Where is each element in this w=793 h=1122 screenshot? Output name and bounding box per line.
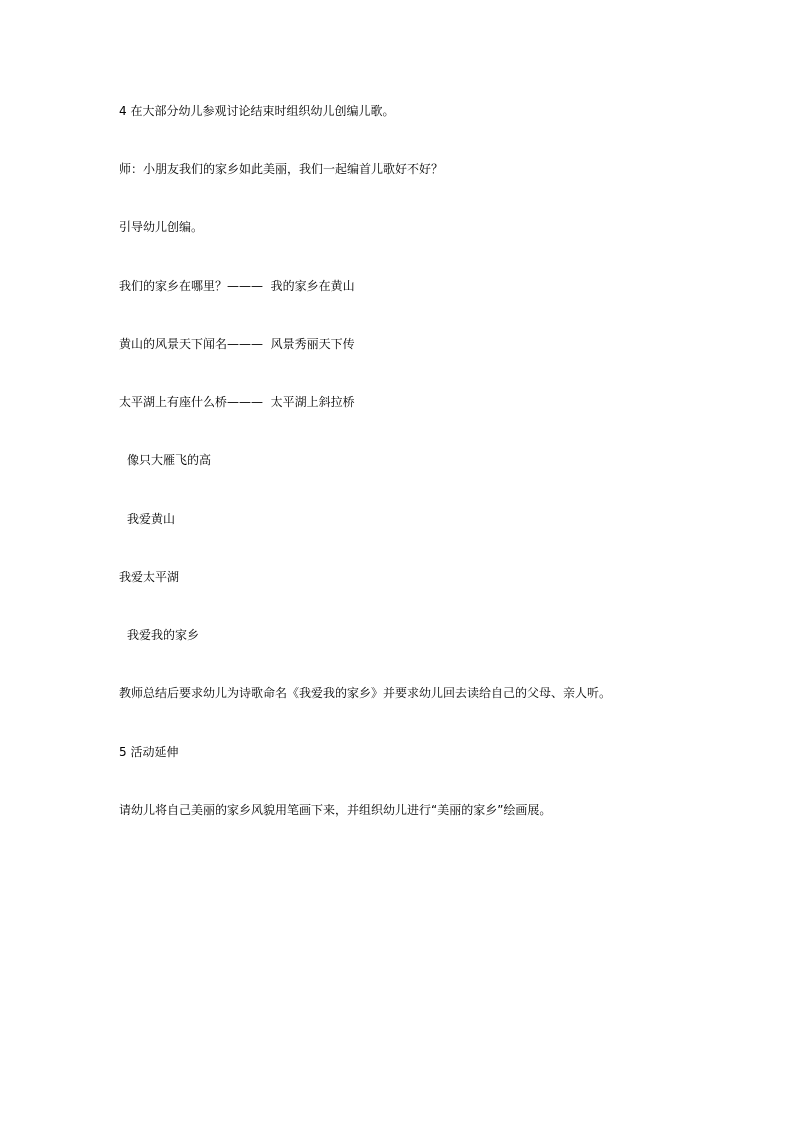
guide-instruction: 引导幼儿创编。: [119, 220, 204, 234]
teacher-summary: 教师总结后要求幼儿为诗歌命名《我爱我的家乡》并要求幼儿回去读给自己的父母、亲人听。: [119, 686, 612, 700]
song-line-6: 我爱太平湖: [119, 570, 180, 584]
song-line-5: 我爱黄山: [127, 512, 176, 526]
song-line-3: 太平湖上有座什么桥——— 太平湖上斜拉桥: [119, 395, 355, 409]
song-line-4: 像只大雁飞的高: [127, 453, 212, 467]
step-4-heading: 4 在大部分幼儿参观讨论结束时组织幼儿创编儿歌。: [119, 104, 395, 118]
teacher-prompt: 师：小朋友我们的家乡如此美丽，我们一起编首儿歌好不好？: [119, 162, 444, 176]
extension-activity: 请幼儿将自己美丽的家乡风貌用笔画下来，并组织幼儿进行“美丽的家乡”绘画展。: [119, 803, 552, 817]
song-line-2: 黄山的风景天下闻名——— 风景秀丽天下传: [119, 337, 355, 351]
song-line-7: 我爱我的家乡: [127, 628, 200, 642]
step-5-heading: 5 活动延伸: [119, 745, 179, 759]
song-line-1: 我们的家乡在哪里？——— 我的家乡在黄山: [119, 279, 355, 293]
